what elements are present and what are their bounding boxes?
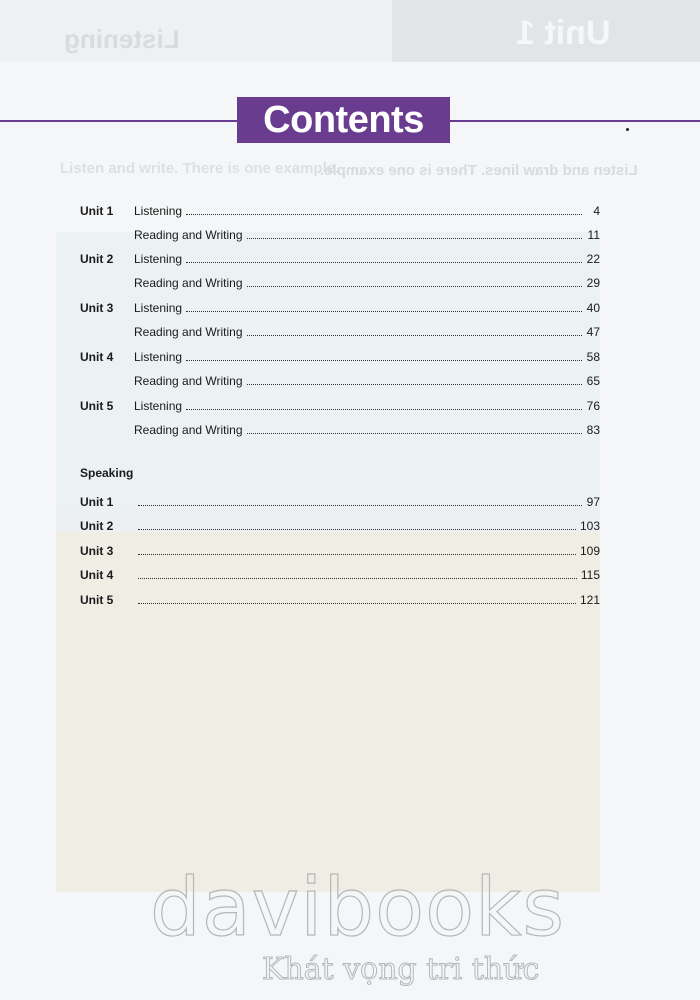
toc-page-number: 103 (579, 519, 600, 533)
toc-page-number: 83 (586, 423, 600, 437)
toc-section-label: Reading and Writing (134, 276, 243, 290)
toc-row[interactable] (80, 346, 600, 364)
toc-section-label: Listening (134, 350, 183, 364)
toc-page-number: 109 (579, 544, 600, 558)
toc-leader-dots (247, 432, 582, 434)
toc-page-number: 29 (586, 276, 600, 290)
toc-leader-dots (186, 408, 582, 410)
toc-unit-label: Unit 2 (80, 252, 114, 266)
toc-section-label: Listening (134, 301, 183, 315)
speaking-unit-label: Unit 5 (80, 593, 114, 607)
toc-leader-dots (186, 261, 582, 263)
toc-row[interactable] (80, 200, 600, 218)
title-banner (237, 97, 450, 143)
toc-leader-dots (186, 359, 582, 361)
toc-row[interactable] (80, 272, 600, 290)
toc-leader-dots (247, 237, 582, 239)
toc-row[interactable] (80, 224, 600, 242)
watermark-slogan: Khát vọng tri thức (262, 952, 540, 987)
toc-leader-dots (138, 528, 576, 530)
toc-row[interactable] (80, 321, 600, 339)
toc-section-label: Listening (134, 399, 183, 413)
toc-section-label: Listening (134, 204, 183, 218)
speaking-row[interactable] (80, 589, 600, 607)
toc-page-number: 47 (586, 325, 600, 339)
speaking-row[interactable] (80, 491, 600, 509)
stray-dot (626, 128, 629, 131)
toc-section-label: Reading and Writing (134, 423, 243, 437)
toc-unit-label: Unit 1 (80, 204, 114, 218)
toc-page-number: 22 (586, 252, 600, 266)
speaking-heading: Speaking (80, 466, 134, 480)
toc-leader-dots (138, 577, 577, 579)
toc-page-number: 121 (579, 593, 600, 607)
toc-leader-dots (138, 602, 576, 604)
speaking-row[interactable] (80, 515, 600, 533)
page-title: Contents (263, 98, 424, 141)
toc-leader-dots (186, 213, 582, 215)
watermark-brand: davibooks (150, 861, 566, 954)
speaking-row[interactable] (80, 564, 600, 582)
toc-row[interactable] (80, 248, 600, 266)
toc-page-number: 40 (586, 301, 600, 315)
toc-leader-dots (138, 553, 576, 555)
toc-page-number: 58 (586, 350, 600, 364)
toc-leader-dots (247, 285, 582, 287)
ghost-unit-text: Unit 1 (515, 14, 610, 52)
toc-row[interactable] (80, 297, 600, 315)
toc-section-label: Reading and Writing (134, 228, 243, 242)
toc-page-number: 11 (587, 228, 600, 242)
speaking-unit-label: Unit 4 (80, 568, 114, 582)
toc-unit-label: Unit 5 (80, 399, 114, 413)
toc-row[interactable] (80, 419, 600, 437)
speaking-unit-label: Unit 3 (80, 544, 114, 558)
toc-leader-dots (186, 310, 582, 312)
toc-leader-dots (247, 334, 582, 336)
toc-row[interactable] (80, 370, 600, 388)
toc-section-label: Reading and Writing (134, 374, 243, 388)
toc-leader-dots (247, 383, 582, 385)
background-sand (56, 532, 600, 892)
toc-page-number: 76 (586, 399, 600, 413)
toc-page-number: 65 (586, 374, 600, 388)
toc-page-number: 115 (580, 568, 600, 582)
toc-page-number: 4 (593, 204, 600, 218)
speaking-row[interactable] (80, 540, 600, 558)
ghost-listening-text: Listening (64, 24, 180, 54)
ghost-instruction-mirror-text: Listen and draw lines. There is one example. (320, 162, 638, 179)
toc-unit-label: Unit 4 (80, 350, 114, 364)
toc-page-number: 97 (586, 495, 600, 509)
toc-section-label: Listening (134, 252, 183, 266)
toc-unit-label: Unit 3 (80, 301, 114, 315)
toc-row[interactable] (80, 395, 600, 413)
ghost-instruction-text: Listen and write. There is one example. (60, 160, 340, 177)
toc-section-label: Reading and Writing (134, 325, 243, 339)
toc-leader-dots (138, 504, 582, 506)
speaking-unit-label: Unit 1 (80, 495, 114, 509)
speaking-unit-label: Unit 2 (80, 519, 114, 533)
